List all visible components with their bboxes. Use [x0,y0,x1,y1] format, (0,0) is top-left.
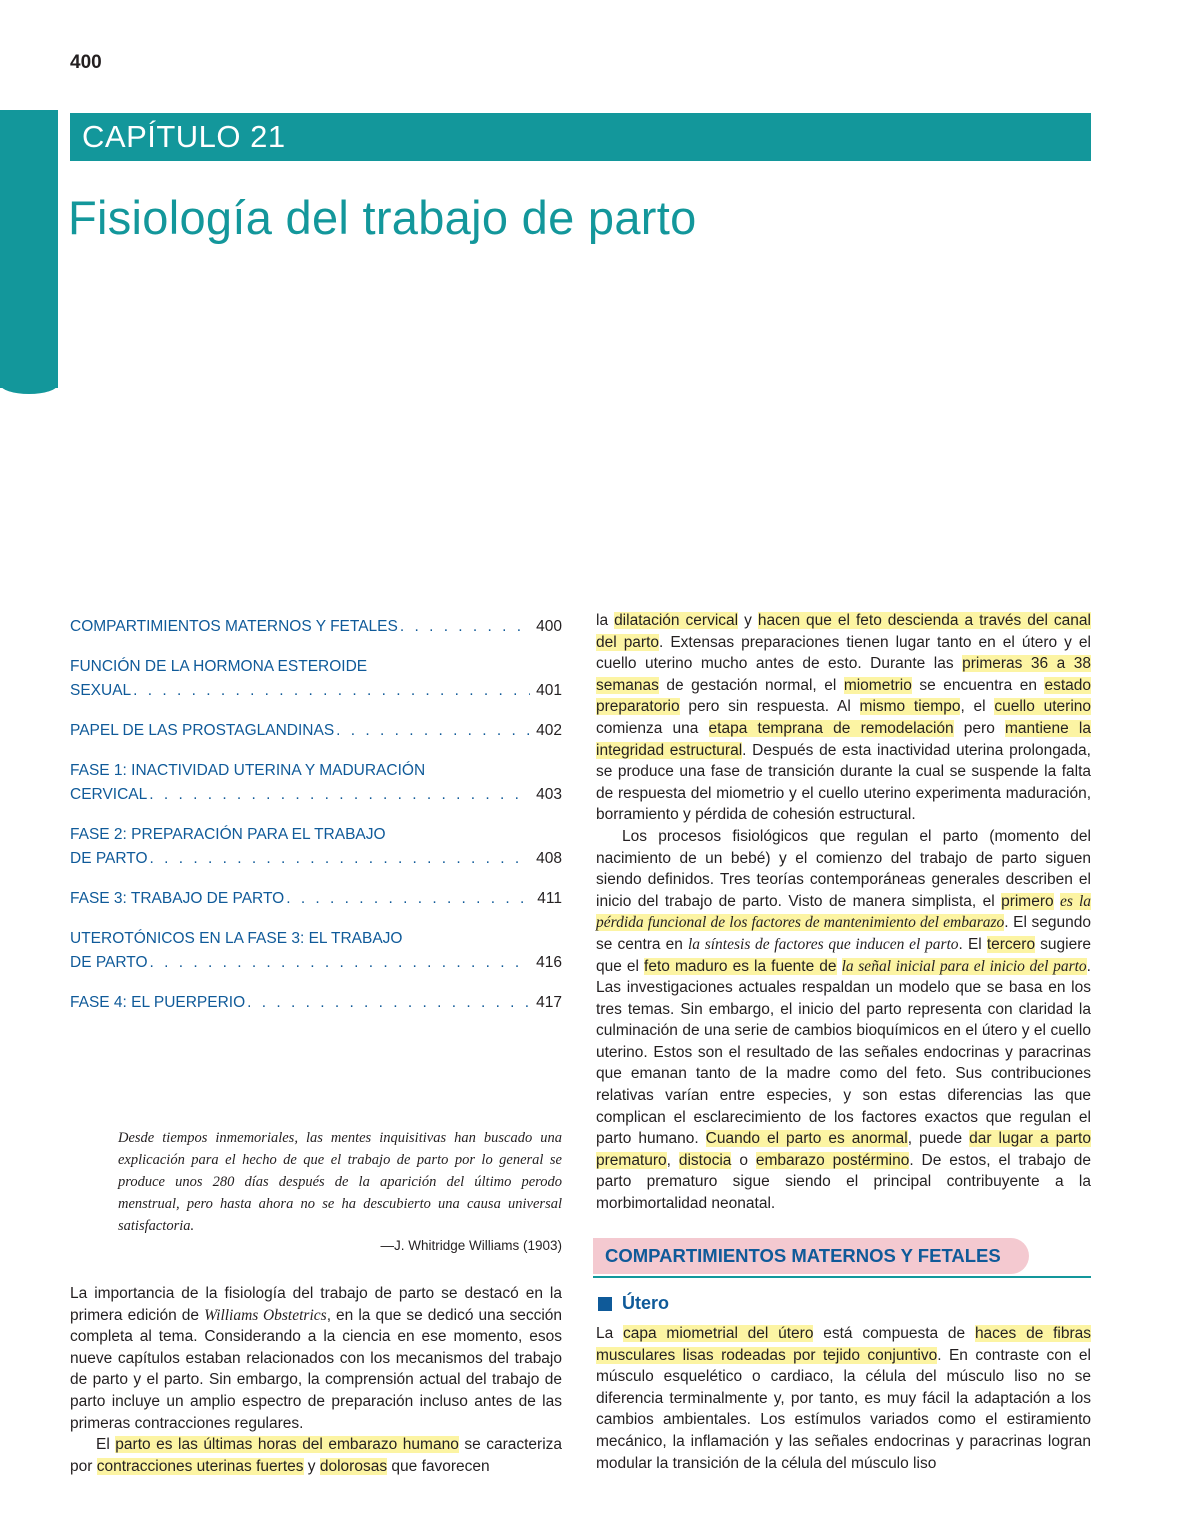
text-run: , el [960,698,995,716]
toc-entry-title-cont: DE PARTO [70,954,148,971]
toc-entry-title-cont: DE PARTO [70,850,148,867]
text-run: y [738,612,758,629]
text-run: sugiere que el [596,935,1092,975]
text-run: . Después de esta inactividad uterina prolongada, se produce una fase de transición durante la cual se suspende la falta de respuesta del miometrio y el cuello uterino experimenta maduración, borramiento y pérdida de cohesión estructural. [596,741,1091,824]
highlight: contracciones uterinas fuertes [96,1457,304,1475]
highlight: hacen que el feto descienda a través del canal del parto [596,612,1091,651]
epigraph-author: —J. Whitridge Williams (1903) [380,1238,562,1253]
toc-entry[interactable] [70,991,562,1015]
body-paragraph [596,826,1091,1215]
highlight: mantiene la integridad estructural [596,719,1091,759]
toc-entry-title: PAPEL DE LAS PROSTAGLANDINAS [70,722,335,739]
text-run: de gestación normal, el [658,676,844,694]
highlight: primeras 36 a 38 semanas [596,655,1091,694]
section-heading [593,1238,1091,1278]
text-run: comienza una [596,719,709,737]
square-bullet-icon [598,1297,612,1311]
subsection-heading-label: Útero [622,1293,670,1313]
highlight: capa miometrial del útero [623,1325,814,1342]
body-paragraph: La importancia de la fisiología del trabajo de parto se destacó en la primera edición de Williams Obstetrics, en la que se dedicó una sección completa al tema. Considerando a la ciencia en ese momento, esos nueve capítulos estaban relacionados con los mecanismos del trabajo de parto y el parto. Sin embargo, la comprensión actual del trabajo de parto incluye un amplio espectro de preparación incluso antes de las primeras contracciones regulares. [70,1285,563,1432]
text-run: . El segundo se centra en [596,914,1091,953]
text-run: . El [958,935,987,953]
text-run: . De estos, el trabajo de parto prematuro sigue siendo el principal contribuyente a la morbimortalidad neonatal. [596,1151,1091,1213]
toc-entry[interactable] [70,927,562,975]
chapter-title: Fisiología del trabajo de parto [68,191,697,244]
text-run: pero [953,719,1005,737]
right-body-column-continued [596,1323,1091,1474]
text-run: o [731,1151,756,1169]
highlight: es la pérdida funcional de los factores de mantenimiento del embarazo [596,892,1091,932]
subsection-heading [598,1293,669,1314]
toc-entry-title: FASE 2: PREPARACIÓN PARA EL TRABAJO [70,826,386,843]
body-paragraph [596,610,1091,826]
text-run: . Las investigaciones actuales respaldan un modelo que se basa en los tres temas. Sin embargo, el inicio del parto representa con claridad la culminación de una serie de cambios bioquímicos en el útero y el cuello uterino. Estos son el resultado de las señales endocrinas y paracrinas que emanan tanto de la madre como del feto. Sus contribuciones relativas varían entre especies, y son estas diferencias las que complican el esclarecimiento de los factores exactos que regulan el parto humano. [596,957,1091,1148]
highlight: etapa temprana de remodelación [708,719,954,737]
left-body-column [70,1283,562,1477]
toc-entry-page: 408 [536,850,562,867]
highlight: dar lugar a parto prematuro [596,1130,1091,1169]
toc-entry-title-cont: SEXUAL [70,682,132,699]
body-paragraph: El parto es las últimas horas del embarazo humano se caracteriza por contracciones uterinas fuertes y dolorosas que favorecen [70,1436,563,1475]
toc-entry-title: FUNCIÓN DE LA HORMONA ESTEROIDE [70,658,368,675]
body-paragraph [596,1323,1091,1474]
toc-entry-page: 403 [536,786,562,803]
toc-entry[interactable] [70,759,562,807]
chapter-label-bar: CAPÍTULO 21 [70,113,1091,161]
toc-entry-page: 400 [536,618,562,635]
highlight: embarazo postérmino [755,1151,910,1169]
toc-entry[interactable] [70,655,562,703]
highlight: feto maduro es la fuente de [644,957,837,975]
toc-entry-page: 416 [536,954,562,971]
text-run: , puede [907,1130,970,1148]
highlight: primero [1001,892,1054,910]
text-run: . En contraste con el músculo esquelético o cardiaco, la célula del músculo liso no se diferencia terminalmente y, por tanto, es muy fácil la adaptación a los cambios ambientales. Los estímulos variados como el estiramiento mecánico, la inflamación y las señales endocrinas y paracrinas logran modular la transición de la célula del músculo liso [596,1346,1091,1472]
highlight: dolorosas [319,1457,388,1475]
page-number: 400 [70,52,102,73]
highlight: dilatación cervical [614,612,739,629]
text-run: está compuesta de [813,1325,975,1342]
text-run: Los procesos fisiológicos que regulan el parto (momento del nacimiento de un bebé) y el comienzo del trabajo de parto siguen siendo definidos. Tres teorías contemporáneas generales describen el inicio del trabajo de parto. Visto de manera simplista, el [596,827,1091,910]
toc-entry[interactable] [70,615,562,639]
toc-entry[interactable] [70,887,562,911]
toc-entry-page: 411 [537,890,562,907]
toc-entry-page: 401 [536,682,562,699]
table-of-contents [70,615,562,1031]
text-run: pero sin respuesta. Al [679,698,860,716]
toc-entry-page: 402 [536,722,562,739]
highlight: parto es las últimas horas del embarazo humano [115,1436,459,1454]
highlight: mismo tiempo [859,698,961,716]
right-body-column [596,610,1091,1215]
toc-entry-page: 417 [536,994,562,1011]
chapter-side-tab [0,110,58,388]
toc-entry-title: COMPARTIMIENTOS MATERNOS Y FETALES [70,618,398,635]
toc-entry-title: FASE 1: INACTIVIDAD UTERINA Y MADURACIÓN [70,762,426,779]
text-run: , [666,1151,679,1169]
book-title: Williams Obstetrics [204,1306,327,1324]
highlight: haces de fibras musculares lisas rodeadas por tejido conjuntivo [596,1325,1091,1364]
text-run: . Extensas preparaciones tienen lugar tanto en el útero y el cuello uterino mucho antes de esto. Durante las [596,633,1091,673]
section-heading-label: COMPARTIMIENTOS MATERNOS Y FETALES [593,1238,1029,1274]
toc-entry-title: FASE 4: EL PUERPERIO [70,994,246,1011]
highlight: miometrio [843,676,912,694]
text-run: la [596,612,615,629]
highlight: Cuando el parto es anormal [705,1130,908,1148]
highlight: estado preparatorio [596,676,1092,716]
text-run [837,958,842,975]
highlight: la señal inicial para el inicio del parto [841,957,1087,975]
highlight: tercero [986,935,1036,953]
text-run: se encuentra en [911,676,1045,694]
toc-entry-title: FASE 3: TRABAJO DE PARTO [70,890,285,907]
text-run: La [596,1325,624,1342]
highlight: cuello uterino [994,698,1092,716]
highlight: distocia [678,1151,732,1169]
toc-entry[interactable] [70,823,562,871]
toc-entry-title: UTEROTÓNICOS EN LA FASE 3: EL TRABAJO [70,930,403,947]
toc-entry-title-cont: CERVICAL [70,786,148,803]
toc-entry[interactable] [70,719,562,743]
text-run: la síntesis de factores que inducen el parto [687,935,959,953]
epigraph-quote: Desde tiempos inmemoriales, las mentes inquisitivas han buscado una explicación para el hecho de que el trabajo de parto por lo general se produce unos 280 días después de la aparición del último perodo menstrual, pero hasta ahora no se ha descubierto una causa universal satisfactoria. [118,1130,562,1234]
